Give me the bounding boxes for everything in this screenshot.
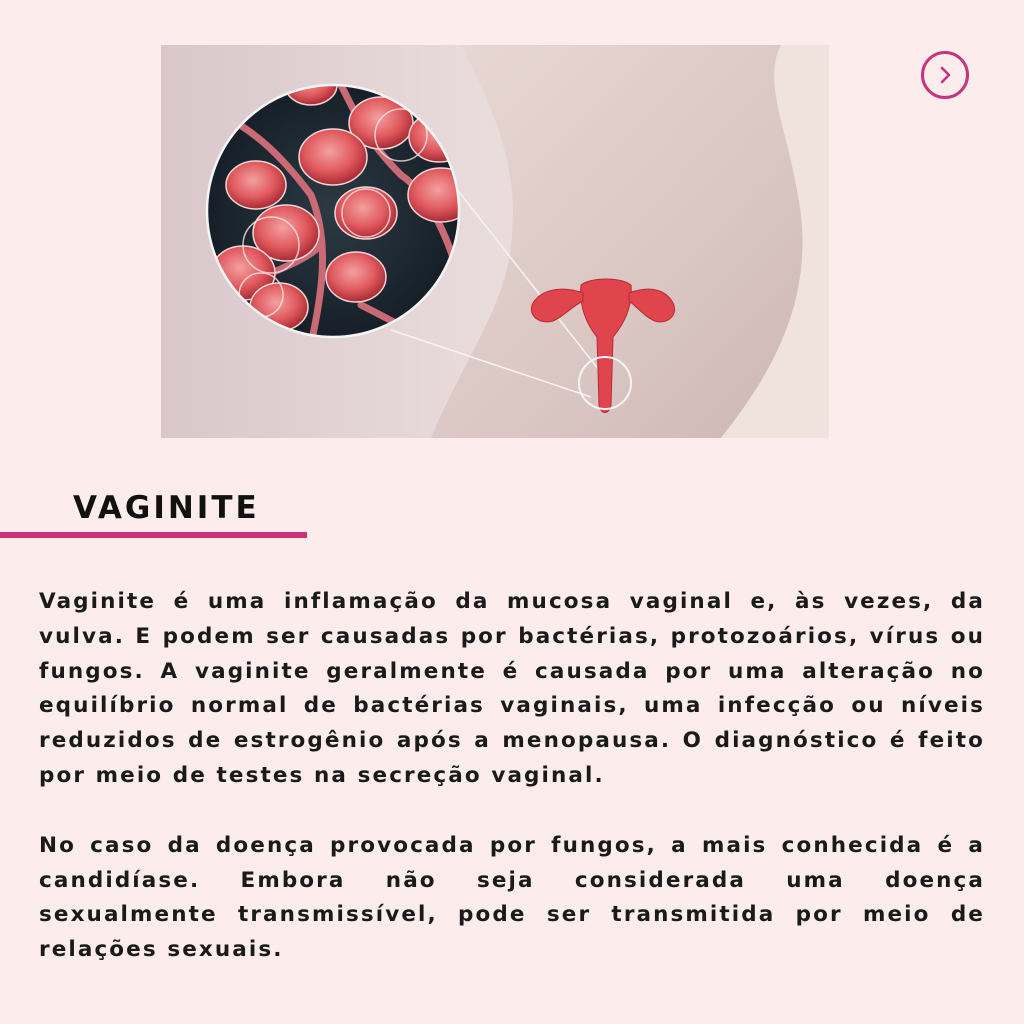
page-title: VAGINITE	[73, 490, 260, 526]
candida-infection-illustration	[161, 45, 829, 438]
article-body	[39, 585, 985, 968]
title-underline	[0, 532, 307, 538]
paragraph: Vaginite é uma inflamação da mucosa vaginal e, às vezes, da vulva. E podem ser causadas por bactérias, protozoários, vírus ou fungos. A vaginite geralmente é causada por uma alteração no equilíbrio normal de bactérias vaginais, uma infecção ou níveis reduzidos de estrogênio após a menopausa. O diagnóstico é feito por meio de testes na secreção vaginal.	[39, 589, 985, 788]
next-button[interactable]	[921, 51, 969, 99]
paragraph: No caso da doença provocada por fungos, a mais conhecida é a candidíase. Embora não seja considerada uma doença sexualmente transmissível, pode ser transmitida por meio de relações sexuais.	[39, 832, 985, 963]
chevron-right-icon	[934, 64, 956, 86]
